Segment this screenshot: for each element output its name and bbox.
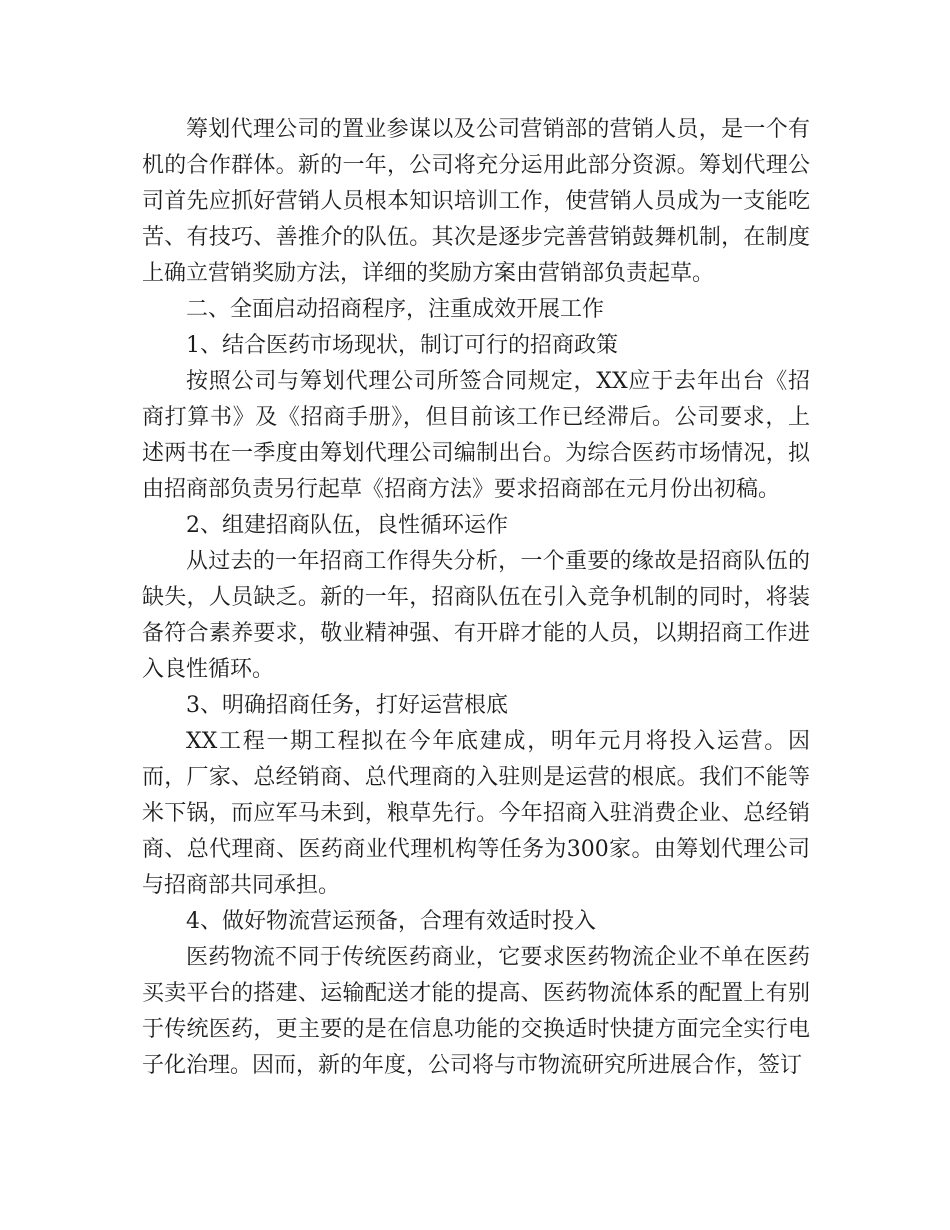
body-paragraph-5: 医药物流不同于传统医药商业，它要求医药物流企业不单在医药买卖平台的搭建、运输配送才能的提高、医药物流体系的配置上有别于传统医药，更主要的是在信息功能的交换适时快捷方面完全实行电子化治理。因而，新的年度，公司将与市物流研究所进展合作，签订 [142,945,810,1078]
subheading-4: 4、做好物流营运预备，合理有效适时投入 [186,909,596,934]
body-paragraph-4: XX工程一期工程拟在今年底建成，明年元月将投入运营。因而，厂家、总经销商、总代理商的入驻则是运营的根底。我们不能等米下锅，而应军马未到，粮草先行。今年招商入驻消费企业、总经销商、总代理商、医药商业代理机构等任务为300家。由筹划代理公司与招商部共同承担。 [142,729,810,898]
subheading-1: 1、结合医药市场现状，制订可行的招商政策 [186,333,618,358]
document-page [142,112,810,1084]
body-paragraph-1: 筹划代理公司的置业参谋以及公司营销部的营销人员，是一个有机的合作群体。新的一年，公司将充分运用此部分资源。筹划代理公司首先应抓好营销人员根本知识培训工作，使营销人员成为一支能吃苦、有技巧、善推介的队伍。其次是逐步完善营销鼓舞机制，在制度上确立营销奖励方法，详细的奖励方案由营销部负责起草。 [142,117,810,286]
subheading-3: 3、明确招商任务，打好运营根底 [186,693,508,718]
body-paragraph-2: 按照公司与筹划代理公司所签合同规定，XX应于去年出台《招商打算书》及《招商手册》，但目前该工作已经滞后。公司要求，上述两书在一季度由筹划代理公司编制出台。为综合医药市场情况，拟由招商部负责另行起草《招商方法》要求招商部在元月份出初稿。 [142,369,810,502]
section-heading-2: 二、全面启动招商程序，注重成效开展工作 [186,297,605,322]
subheading-2: 2、组建招商队伍，良性循环运作 [186,513,508,538]
body-paragraph-3: 从过去的一年招商工作得失分析，一个重要的缘故是招商队伍的缺失，人员缺乏。新的一年，招商队伍在引入竞争机制的同时，将装备符合素养要求，敬业精神强、有开辟才能的人员，以期招商工作进入良性循环。 [142,549,810,682]
